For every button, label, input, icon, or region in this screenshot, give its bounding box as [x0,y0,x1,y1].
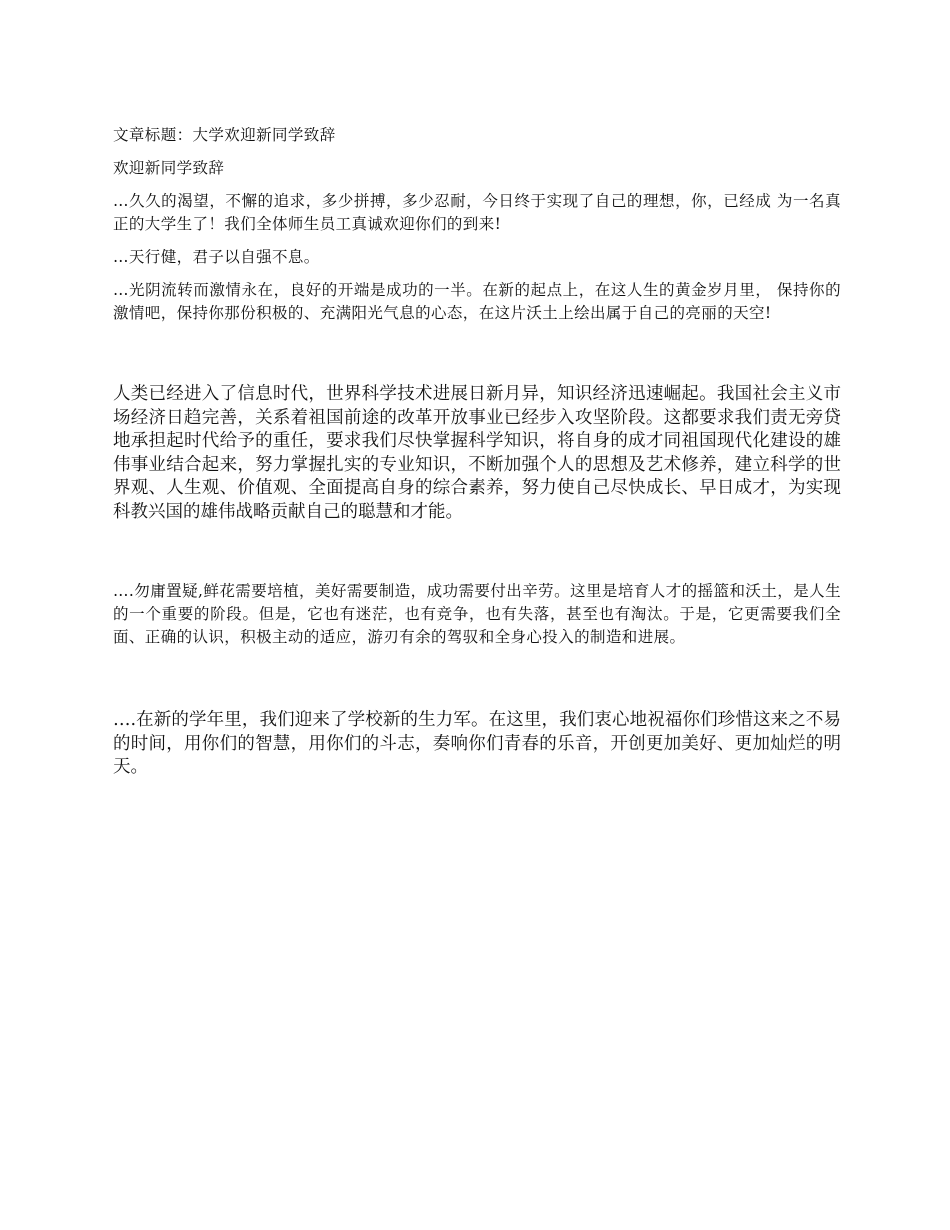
paragraph-4: 人类已经进入了信息时代，世界科学技术进展日新月异，知识经济迅速崛起。我国社会主义市场经济日趋完善，关系着祖国前途的改革开放事业已经步入攻坚阶段。这都要求我们责无旁贷地承担起时代给予的重任，要求我们尽快掌握科学知识，将自身的成才同祖国现代化建设的雄伟事业结合起来，努力掌握扎实的专业知识，不断加强个人的思想及艺术修养，建立科学的世界观、人生观、价值观、全面提高自身的综合素养，努力使自己尽快成长、早日成才，为实现科教兴国的雄伟战略贡献自己的聪慧和才能。 [113,384,841,522]
spacer [113,524,841,580]
spacer [113,659,841,709]
paragraph-6: ….在新的学年里，我们迎来了学校新的生力军。在这里，我们衷心地祝福你们珍惜这来之不易的时间，用你们的智慧，用你们的斗志，奏响你们青春的乐音，开创更加美好、更加灿烂的明天。 [113,710,841,777]
document-body [113,124,841,780]
paragraph-5: ….勿庸置疑,鲜花需要培植，美好需要制造，成功需要付出辛劳。这里是培育人才的摇篮和沃土，是人生的一个重要的阶段。但是，它也有迷茫，也有竞争，也有失落，甚至也有淘汰。于是，它更需要我们全面、正确的认识，积极主动的适应，游刃有余的驾驭和全身心投入的制造和进展。 [113,582,841,646]
paragraph-2: …天行健，君子以自强不息。 [113,248,320,266]
paragraph-1: …久久的渴望，不懈的追求，多少拼搏，多少忍耐，今日终于实现了自己的理想，你，已经成 为一名真正的大学生了！我们全体师生员工真诚欢迎你们的到来! [113,192,841,233]
article-title: 文章标题：大学欢迎新同学致辞 [113,126,336,144]
paragraph-3: …光阴流转而激情永在，良好的开端是成功的一半。在新的起点上，在这人生的黄金岁月里， 保持你的激情吧，保持你那份积极的、充满阳光气息的心态，在这片沃土上绘出属于自己的亮丽的天空! [113,281,841,322]
spacer [113,335,841,383]
document-heading: 欢迎新同学致辞 [113,159,225,177]
